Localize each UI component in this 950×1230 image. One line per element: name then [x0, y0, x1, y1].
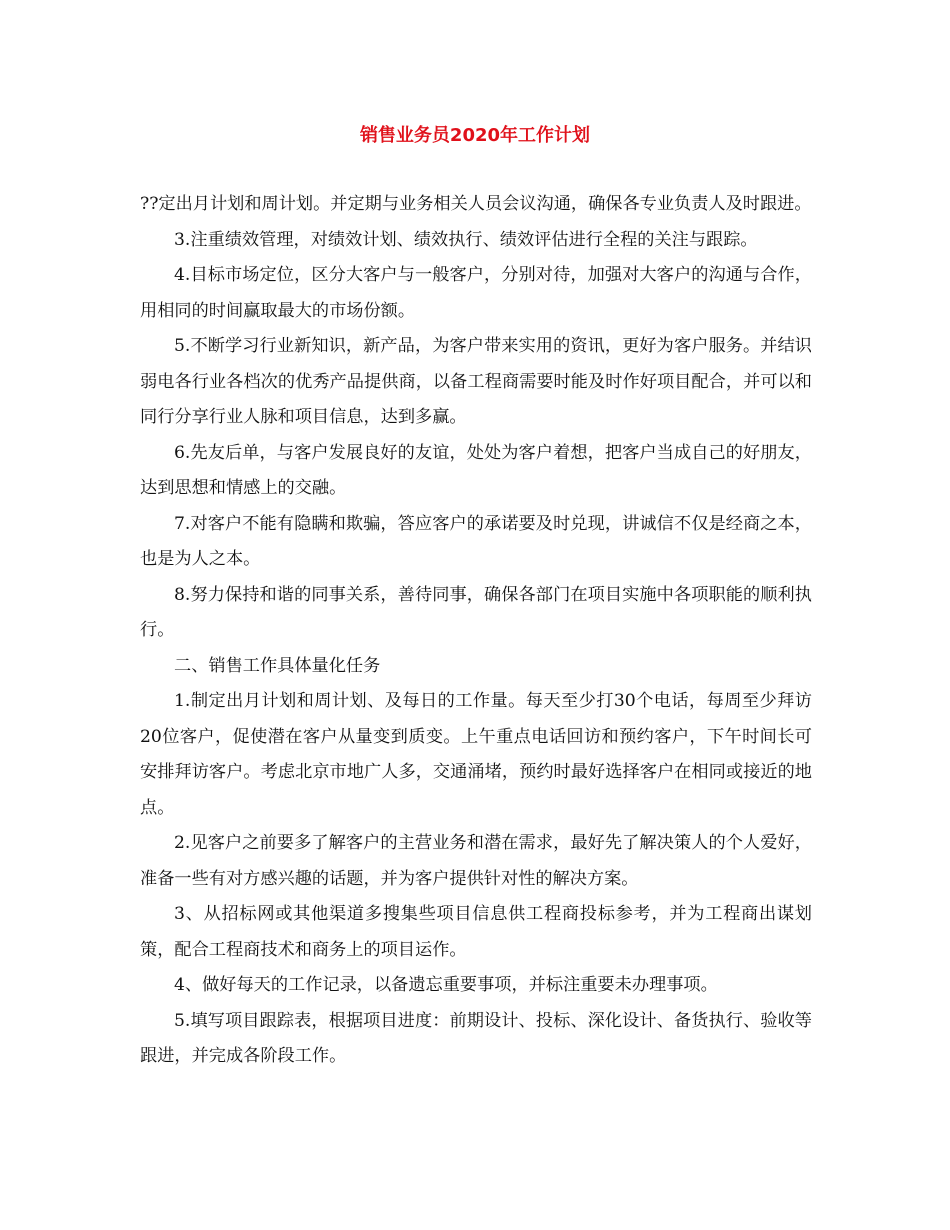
paragraph-item-7: 7.对客户不能有隐瞒和欺骗，答应客户的承诺要及时兑现，讲诚信不仅是经商之本，也是为人之本。 [140, 513, 812, 569]
task-item-1: 1.制定出月计划和周计划、及每日的工作量。每天至少打30个电话，每周至少拜访20位客户，促使潜在客户从量变到质变。上午重点电话回访和预约客户，下午时间长可安排拜访客户。考虑北京市地广人多，交通涌堵，预约时最好选择客户在相同或接近的地点。 [140, 691, 812, 818]
task-item-4: 4、做好每天的工作记录，以备遗忘重要事项，并标注重要未办理事项。 [174, 975, 718, 995]
paragraph-item-8: 8.努力保持和谐的同事关系，善待同事，确保各部门在项目实施中各项职能的顺利执行。 [140, 584, 812, 640]
task-item-3: 3、从招标网或其他渠道多搜集些项目信息供工程商投标参考，并为工程商出谋划策，配合工程商技术和商务上的项目运作。 [140, 904, 812, 960]
paragraph-item-6: 6.先友后单，与客户发展良好的友谊，处处为客户着想，把客户当成自己的好朋友，达到思想和情感上的交融。 [140, 442, 812, 498]
document-title: 销售业务员2020年工作计划 [359, 125, 591, 146]
document-body [140, 187, 812, 1075]
section-heading: 二、销售工作具体量化任务 [174, 655, 381, 676]
paragraph-intro: ??定出月计划和周计划。并定期与业务相关人员会议沟通，确保各专业负责人及时跟进。 [140, 194, 812, 214]
paragraph-item-3: 3.注重绩效管理，对绩效计划、绩效执行、绩效评估进行全程的关注与跟踪。 [174, 229, 758, 250]
paragraph-item-4: 4.目标市场定位，区分大客户与一般客户，分别对待，加强对大客户的沟通与合作，用相同的时间赢取最大的市场份额。 [140, 265, 812, 321]
task-item-2: 2.见客户之前要多了解客户的主营业务和潜在需求，最好先了解决策人的个人爱好，准备一些有对方感兴趣的话题，并为客户提供针对性的解决方案。 [140, 833, 812, 889]
paragraph-item-5: 5.不断学习行业新知识，新产品，为客户带来实用的资讯，更好为客户服务。并结识弱电各行业各档次的优秀产品提供商，以备工程商需要时能及时作好项目配合，并可以和同行分享行业人脉和项目信息，达到多赢。 [140, 336, 812, 427]
task-item-5: 5.填写项目跟踪表，根据项目进度：前期设计、投标、深化设计、备货执行、验收等跟进，并完成各阶段工作。 [140, 1010, 812, 1066]
